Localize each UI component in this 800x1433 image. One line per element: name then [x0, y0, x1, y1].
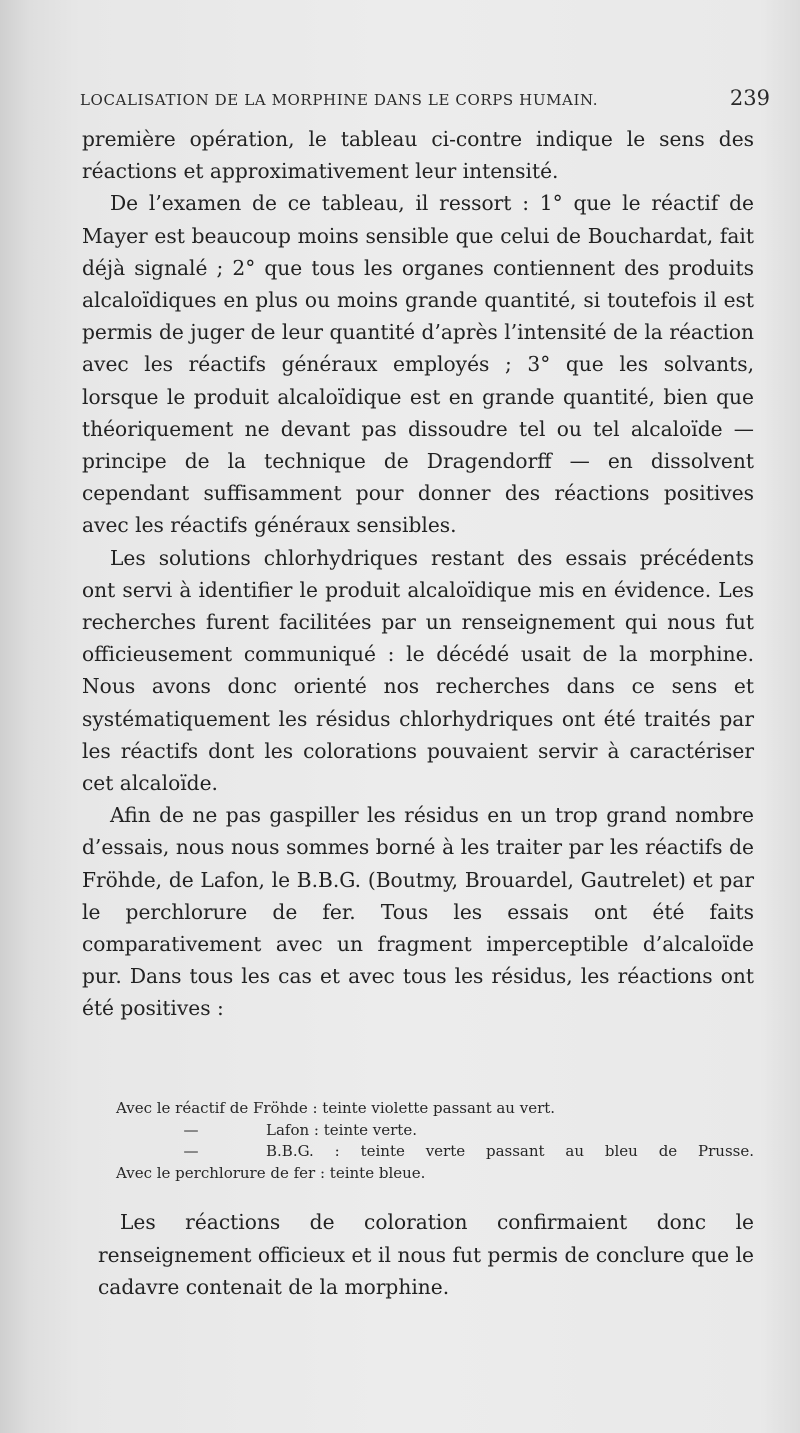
result-frohde-text: Avec le réactif de Fröhde : teinte violette passant au vert. [116, 1099, 556, 1117]
page-number: 239 [729, 86, 770, 110]
reaction-results [116, 1098, 754, 1184]
paragraph-solutions: Les solutions chlorhydriques restant des essais précédents ont servi à identifier le produit alcaloïdique mis en évidence. Les recherches furent facilitées par un renseignement qui nous fut officieusement communiqué : le décédé usait de la morphine. Nous avons donc orienté nos recherches dans ce sens et systématiquement les résidus chlorhydriques ont été traités par les réactifs dont les colorations pouvaient servir à caractériser cet alcaloïde. [82, 545, 754, 796]
result-perchlorure [116, 1163, 754, 1185]
paragraph-reagents: Afin de ne pas gaspiller les résidus en un trop grand nombre d’essais, nous nous sommes borné à les traiter par les réactifs de Fröhde, de Lafon, le B.B.G. (Boutmy, Brouardel, Gautrelet) et par le perchlorure de fer. Tous les essais ont été faits comparativement avec un fragment imperceptible d’alcaloïde pur. Dans tous les cas et avec tous les résidus, les réactions ont été positives : [82, 803, 754, 1021]
paragraph-continuation: première opération, le tableau ci-contre indique le sens des réactions et approximativement leur intensité. [82, 127, 754, 184]
result-frohde [116, 1098, 754, 1120]
ditto-dash: — [183, 1120, 199, 1139]
paragraph-examination: De l’examen de ce tableau, il ressort : 1° que le réactif de Mayer est beaucoup moins sensible que celui de Bouchardat, fait déjà signalé ; 2° que tous les organes contiennent des produits alcaloïdiques en plus ou moins grande quantité, si toutefois il est permis de juger de leur quantité d’après l’intensité de la réaction avec les réactifs généraux employés ; 3° que les solvants, lorsque le produit alcaloïdique est en grande quantité, bien que théoriquement ne devant pas dissoudre tel ou tel alcaloïde — principe de la technique de Dragendorff — en dissolvent cependant suffisamment pour donner des réactions positives avec les réactifs généraux sensibles. [82, 191, 754, 538]
result-lafon-text: Lafon : teinte verte. [266, 1120, 417, 1139]
running-title: LOCALISATION DE LA MORPHINE DANS LE CORPS HUMAIN. [80, 91, 599, 109]
conclusion-text [98, 1206, 754, 1304]
paragraph-conclusion: Les réactions de coloration confirmaient donc le renseignement officieux et il nous fut permis de conclure que le cadavre contenait de la morphine. [98, 1210, 754, 1299]
result-bbg-text: B.B.G. : teinte verte passant au bleu de Prusse. [266, 1142, 754, 1160]
main-text [82, 123, 754, 1025]
ditto-dash: — [183, 1142, 199, 1160]
running-header [80, 86, 770, 110]
result-bbg [116, 1141, 754, 1163]
result-lafon [116, 1120, 754, 1142]
result-perchlorure-text: Avec le perchlorure de fer : teinte bleue. [116, 1163, 426, 1182]
